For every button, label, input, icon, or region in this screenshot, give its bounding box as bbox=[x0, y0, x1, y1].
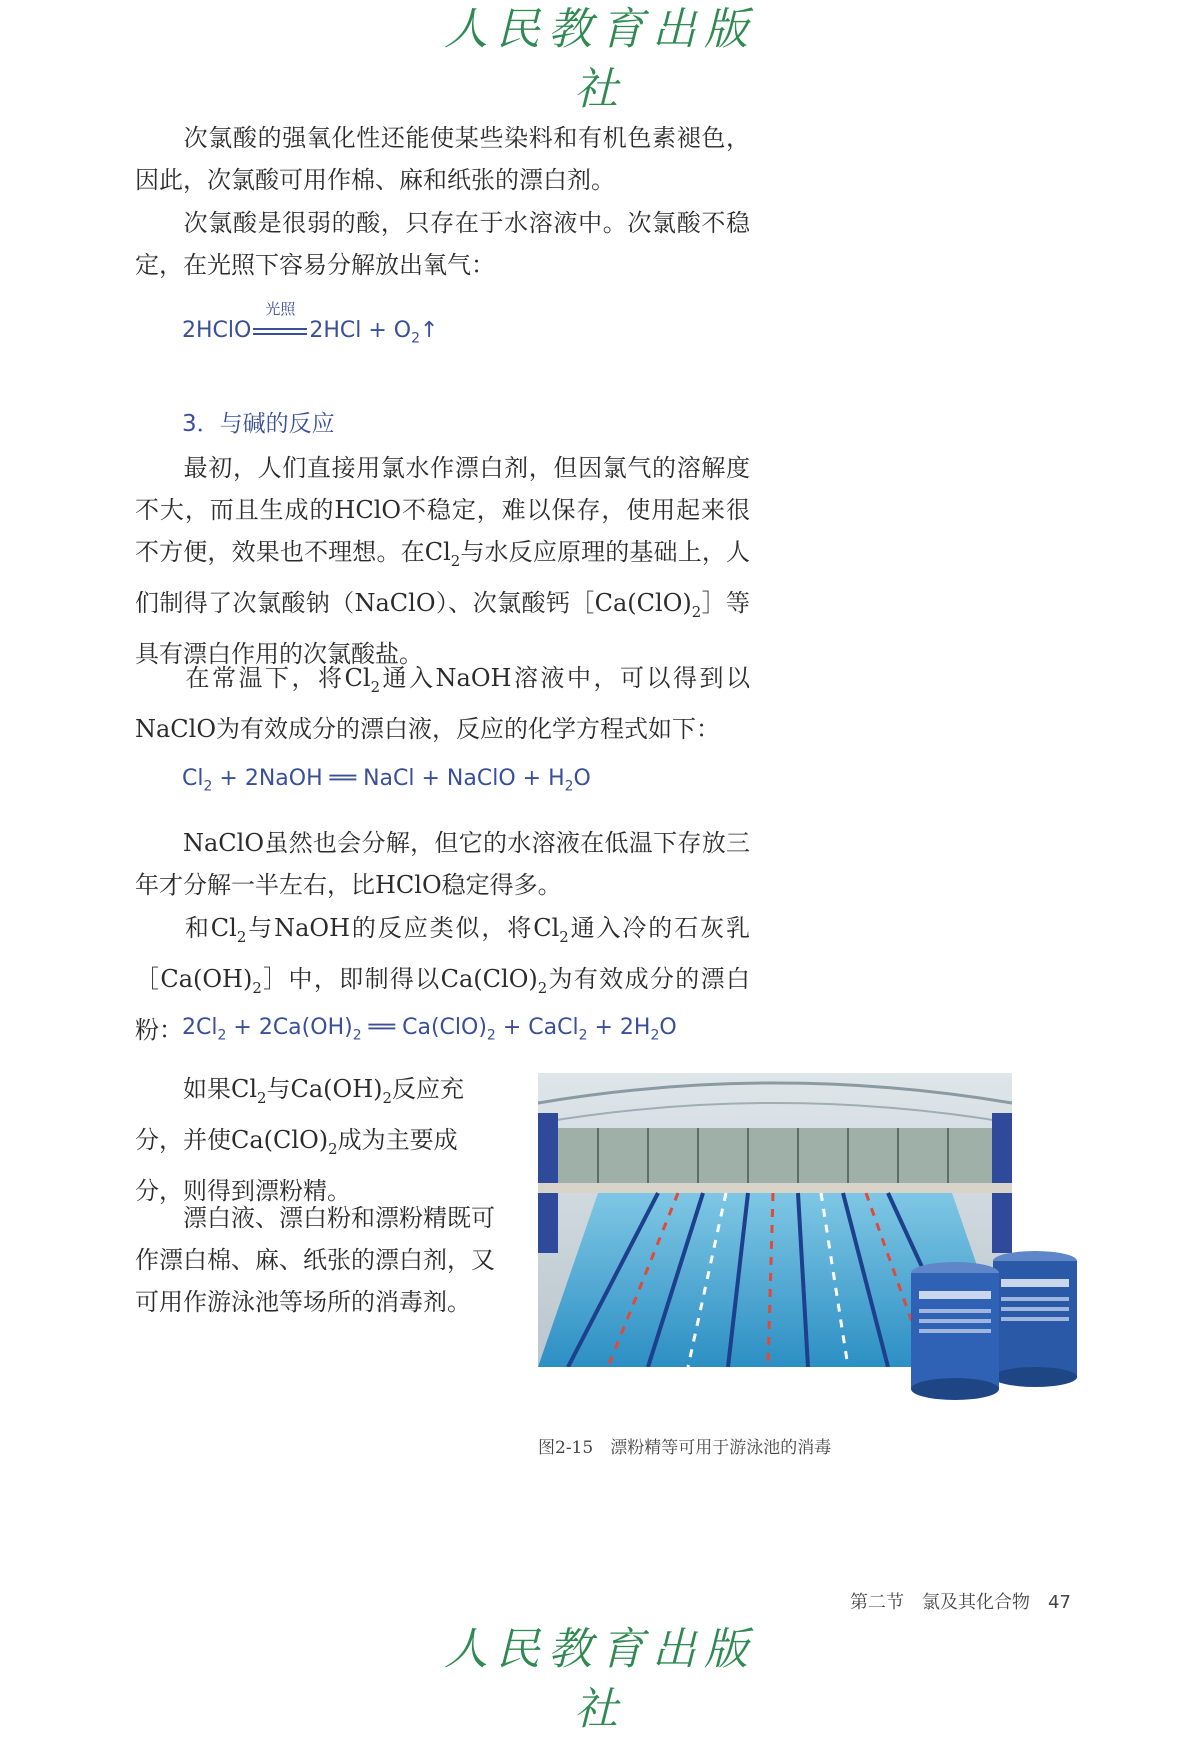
page-footer bbox=[850, 1588, 1071, 1614]
bleach-drums-image bbox=[895, 1245, 1095, 1405]
p4-sub-1: 2 bbox=[370, 677, 381, 696]
paragraph-2-text: 次氯酸是很弱的酸，只存在于水溶液中。次氯酸不稳定，在光照下容易分解放出氧气： bbox=[135, 209, 750, 279]
footer-section-title: 第二节 氯及其化合物 bbox=[850, 1592, 1030, 1613]
equation-1-subscript: 2 bbox=[411, 330, 421, 347]
eq3-part-b: + 2Ca(OH) bbox=[226, 1015, 353, 1040]
eq2-part-b: + 2NaOH ══ NaCl + NaClO + H bbox=[212, 766, 565, 791]
reaction-condition-label: 光照 bbox=[265, 300, 296, 318]
p4-text-1: 在常温下，将Cl bbox=[183, 664, 371, 692]
section-heading: 3．与碱的反应 bbox=[182, 411, 335, 437]
equals-line-top bbox=[253, 328, 307, 330]
p6-sub-3: 2 bbox=[252, 978, 262, 997]
p7-text-2: 与Ca(OH) bbox=[266, 1075, 383, 1103]
p3-text-3: ］等具有漂白作用的次氯酸盐。 bbox=[135, 588, 750, 668]
p6-text-1: 和Cl bbox=[183, 914, 237, 942]
p6-text-2: 与NaOH的反应类似，将Cl bbox=[246, 914, 560, 942]
p4-text-2: 通入NaOH溶液中，可以得到以NaClO为有效成分的漂白液，反应的化学方程式如下： bbox=[135, 664, 750, 743]
publisher-logo-top: 人民教育出版社 bbox=[444, 4, 756, 115]
paragraph-3 bbox=[135, 447, 750, 675]
drums-illustration bbox=[895, 1245, 1095, 1405]
eq2-sub-a: 2 bbox=[203, 778, 213, 795]
reaction-condition bbox=[251, 300, 309, 342]
paragraph-8-text: 漂白液、漂白粉和漂粉精既可作漂白棉、麻、纸张的漂白剂，又可用作游泳池等场所的消毒剂。 bbox=[135, 1204, 495, 1316]
page-number: 47 bbox=[1048, 1592, 1071, 1613]
eq2-part-a: Cl bbox=[182, 766, 204, 791]
paragraph-1-text: 次氯酸的强氧化性还能使某些染料和有机色素褪色，因此，次氯酸可用作棉、麻和纸张的漂白剂。 bbox=[135, 124, 750, 194]
eq3-part-a: 2Cl bbox=[182, 1015, 218, 1040]
equation-1-reactant: 2HClO bbox=[182, 318, 252, 343]
p3-sub-2: 2 bbox=[691, 602, 702, 621]
eq3-part-e: + 2H bbox=[587, 1015, 651, 1040]
p7-sub-2: 2 bbox=[382, 1088, 392, 1107]
eq3-part-f: O bbox=[659, 1015, 677, 1040]
eq3-sub-a: 2 bbox=[217, 1027, 227, 1044]
paragraph-5 bbox=[135, 822, 750, 906]
p6-sub-2: 2 bbox=[559, 927, 569, 946]
p7-sub-3: 2 bbox=[328, 1139, 338, 1158]
p7-sub-1: 2 bbox=[257, 1088, 267, 1107]
drum-back bbox=[993, 1251, 1077, 1387]
equation-bleaching-powder bbox=[182, 1015, 677, 1043]
eq3-sub-d: 2 bbox=[578, 1027, 588, 1044]
p6-text-4: ］中，即制得以Ca(ClO) bbox=[261, 964, 538, 993]
p3-text-1: 最初，人们直接用氯水作漂白剂，但因氯气的溶解度不大，而且生成的HClO不稳定，难以保存，使用起来很不方便，效果也不理想。在Cl bbox=[135, 454, 750, 566]
eq2-part-c: O bbox=[573, 766, 591, 791]
eq3-sub-c: 2 bbox=[486, 1027, 496, 1044]
paragraph-4 bbox=[135, 657, 750, 750]
p6-sub-1: 2 bbox=[236, 927, 247, 946]
eq3-part-d: + CaCl bbox=[495, 1015, 579, 1040]
paragraph-5-text: NaClO虽然也会分解，但它的水溶液在低温下存放三年才分解一半左右，比HClO稳定得多。 bbox=[135, 829, 750, 899]
p7-text-4: 成为主要成分，则得到漂粉精。 bbox=[135, 1125, 458, 1205]
equals-line-bottom bbox=[253, 333, 307, 335]
eq3-sub-b: 2 bbox=[352, 1027, 362, 1044]
figure-caption: 图2-15 漂粉精等可用于游泳池的消毒 bbox=[538, 1438, 832, 1458]
paragraph-2 bbox=[135, 202, 750, 286]
equation-cl2-naoh bbox=[182, 766, 591, 794]
p7-text-1: 如果Cl bbox=[183, 1075, 258, 1103]
gas-arrow-icon: ↑ bbox=[420, 318, 439, 343]
drum-front bbox=[911, 1262, 999, 1400]
equation-hclo-decomposition bbox=[182, 300, 439, 347]
p3-sub-1: 2 bbox=[450, 551, 461, 570]
p6-sub-4: 2 bbox=[537, 978, 548, 997]
eq3-part-c: ══ Ca(ClO) bbox=[361, 1015, 487, 1040]
paragraph-8 bbox=[135, 1197, 505, 1323]
eq3-sub-e: 2 bbox=[650, 1027, 660, 1044]
p6-text-3: 通入冷的石灰乳［Ca(OH) bbox=[135, 914, 751, 993]
paragraph-1 bbox=[135, 117, 750, 201]
p3-text-2: 与水反应原理的基础上，人们制得了次氯酸钠（NaClO）、次氯酸钙［Ca(ClO) bbox=[135, 538, 750, 617]
equation-1-products: 2HCl + O bbox=[309, 318, 412, 343]
p6-text-5: 为有效成分的漂白粉： bbox=[135, 964, 750, 1044]
eq2-sub-b: 2 bbox=[564, 778, 574, 795]
publisher-logo-bottom: 人民教育出版社 bbox=[444, 1624, 756, 1735]
p7-text-3: 反应充分，并使Ca(ClO) bbox=[135, 1075, 464, 1154]
paragraph-7 bbox=[135, 1068, 505, 1212]
